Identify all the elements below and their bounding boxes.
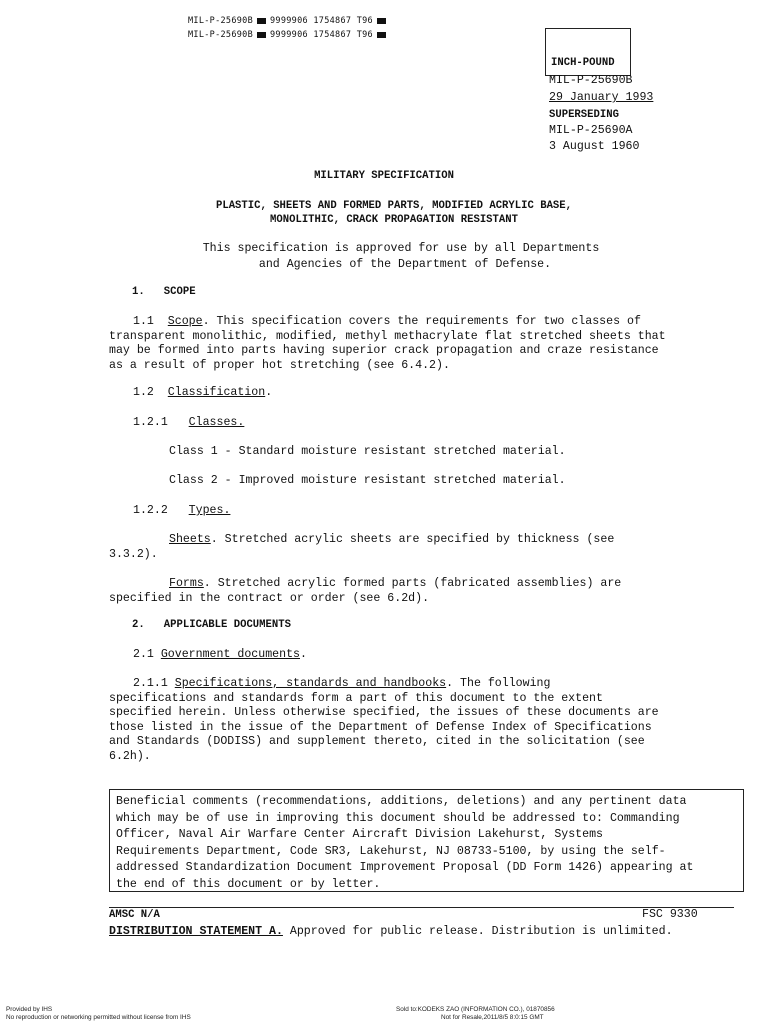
class-2: Class 2 - Improved moisture resistant stretched material.: [169, 474, 566, 487]
footer-provider: Provided by IHS: [6, 1006, 53, 1013]
title-line-1: PLASTIC, SHEETS AND FORMED PARTS, MODIFIED ACRYLIC BASE,: [215, 200, 572, 212]
doc-id: MIL-P-25690B: [549, 74, 633, 87]
paragraph-1-2-2: 1.2.2 Types.: [133, 504, 231, 517]
class-1: Class 1 - Standard moisture resistant stretched material.: [169, 445, 566, 458]
stamp-bar-icon: [377, 32, 386, 38]
superseded-id: MIL-P-25690A: [549, 124, 633, 137]
section-2-heading: 2. APPLICABLE DOCUMENTS: [132, 619, 291, 631]
stamp-bar-icon: [257, 18, 266, 24]
comment-line: Beneficial comments (recommendations, additions, deletions) and any pertinent data: [116, 795, 687, 808]
stamp-bar-icon: [377, 18, 386, 24]
approval-line-2: and Agencies of the Department of Defense.: [258, 258, 552, 271]
title-line-2: MONOLITHIC, CRACK PROPAGATION RESISTANT: [270, 214, 518, 226]
comment-line: Requirements Department, Code SR3, Lakehurst, NJ 08733-5100, by using the self-: [116, 844, 666, 858]
footer-sold-to: Sold to:KODEKS ZAO (INFORMATION CO.), 01870856: [396, 1006, 555, 1013]
comment-line: Officer, Naval Air Warfare Center Aircraft Division Lakehurst, Systems: [116, 828, 604, 841]
doc-date: 29 January 1993: [549, 91, 654, 104]
stamp-line-1: MIL-P-25690B 9999906 1754867 T96: [188, 16, 390, 26]
comments-box: [109, 789, 744, 892]
paragraph-forms: Forms. Stretched acrylic formed parts (fabricated assemblies) are specified in the contract or order (see 6.2d).: [109, 577, 622, 605]
footer-license: No reproduction or networking permitted without license from IHS: [6, 1014, 191, 1021]
paragraph-1-1: 1.1 Scope. This specification covers the requirements for two classes of transparent monolithic, modified, methyl methacrylate flat stretched sheets that may be formed into parts having superior crack propagation and craze resistance as a result of proper hot stretching (see 6.4.2).: [109, 315, 666, 372]
bottom-divider: [109, 907, 734, 908]
paragraph-1-2-1: 1.2.1 Classes.: [133, 416, 245, 429]
stamp-line-2: MIL-P-25690B 9999906 1754867 T96: [188, 30, 390, 40]
paragraph-2-1: 2.1 Government documents.: [133, 648, 307, 661]
approval-line-1: This specification is approved for use by all Departments: [202, 242, 600, 255]
superseding-label: SUPERSEDING: [549, 109, 619, 121]
footer-resale: Not for Resale,2011/8/5 8:0:15 GMT: [441, 1014, 544, 1021]
comment-line: which may be of use in improving this document should be addressed to: Commanding: [116, 811, 680, 825]
paragraph-sheets: Sheets. Stretched acrylic sheets are specified by thickness (see 3.3.2).: [109, 533, 615, 561]
amsc-label: AMSC N/A: [109, 909, 160, 921]
distribution-statement: DISTRIBUTION STATEMENT A. Approved for public release. Distribution is unlimited.: [109, 925, 673, 938]
comment-line: the end of this document or by letter.: [116, 877, 381, 891]
superseded-date: 3 August 1960: [549, 140, 640, 153]
paragraph-2-1-1: 2.1.1 Specifications, standards and handbooks. The following specifications and standards form a part of this document to the extent specified herein. Unless otherwise specified, the issues of these documents are those listed in the issue of the Department of Defense Index of Specifications and Standards (DODISS) and supplement thereto, cited in the solicitation (see 6.2h).: [109, 677, 659, 763]
fsc-label: FSC 9330: [642, 908, 698, 921]
paragraph-1-2: 1.2 Classification.: [133, 386, 273, 399]
unit-label: INCH-POUND: [551, 57, 615, 69]
section-1-heading: 1. SCOPE: [132, 286, 196, 298]
stamp-bar-icon: [257, 32, 266, 38]
spec-type: MILITARY SPECIFICATION: [314, 170, 454, 182]
comment-line: addressed Standardization Document Improvement Proposal (DD Form 1426) appearing at: [116, 861, 694, 874]
